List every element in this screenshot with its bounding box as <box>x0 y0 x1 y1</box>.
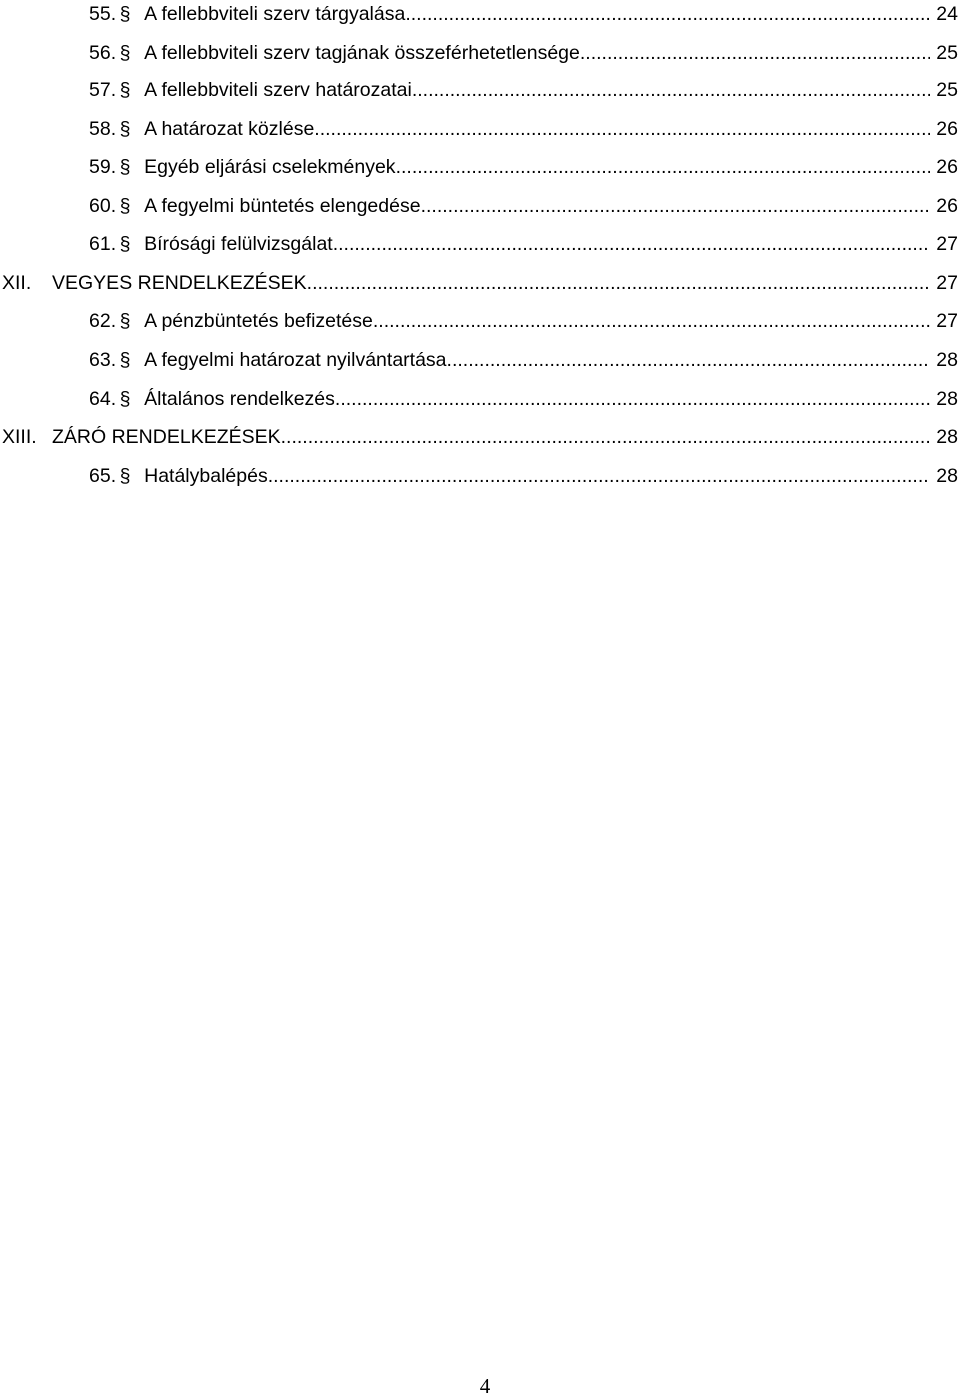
section-sign: § <box>119 79 131 101</box>
entry-title: Bírósági felülvizsgálat <box>144 233 333 255</box>
dot-leader <box>333 231 931 257</box>
dot-leader <box>405 1 930 27</box>
section-number: 63. <box>89 349 117 371</box>
section-sign: § <box>119 118 131 140</box>
section-sign: § <box>119 156 131 178</box>
section-number: 55. <box>89 3 117 25</box>
section-sign: § <box>119 195 131 217</box>
entry-page-number: 27 <box>936 310 958 332</box>
entry-page-number: 26 <box>936 195 958 217</box>
entry-page-number: 27 <box>936 272 958 294</box>
dot-leader <box>447 347 931 373</box>
entry-title: A fellebbviteli szerv tárgyalása <box>144 3 406 25</box>
entry-page-number: 24 <box>936 3 958 25</box>
entry-title: A fellebbviteli szerv tagjának összeférhetetlensége <box>144 42 580 64</box>
dot-leader <box>396 154 931 180</box>
entry-title: A fellebbviteli szerv határozatai <box>144 79 412 101</box>
entry-page-number: 27 <box>936 233 958 255</box>
section-sign: § <box>119 3 131 25</box>
section-sign: § <box>119 465 131 487</box>
section-number: 56. <box>89 42 117 64</box>
section-number: 57. <box>89 79 117 101</box>
section-number: 59. <box>89 156 117 178</box>
entry-page-number: 26 <box>936 156 958 178</box>
toc-chapter-xiii[interactable] <box>2 424 958 450</box>
dot-leader <box>268 463 931 489</box>
section-sign: § <box>119 310 131 332</box>
section-number: 61. <box>89 233 117 255</box>
dot-leader <box>314 116 930 142</box>
toc-entry-55[interactable] <box>89 1 958 27</box>
section-number: 65. <box>89 465 117 487</box>
toc-entry-61[interactable] <box>89 231 958 257</box>
entry-page-number: 26 <box>936 118 958 140</box>
entry-title: A határozat közlése <box>144 118 315 140</box>
entry-title: Egyéb eljárási cselekmények <box>144 156 396 178</box>
toc-entry-59[interactable] <box>89 154 958 180</box>
dot-leader <box>307 270 931 296</box>
toc-entry-64[interactable] <box>89 386 958 412</box>
dot-leader <box>421 193 931 219</box>
toc-chapter-xii[interactable] <box>2 270 958 296</box>
toc-entry-58[interactable] <box>89 116 958 142</box>
section-number: 62. <box>89 310 117 332</box>
entry-title: Hatálybalépés <box>144 465 268 487</box>
dot-leader <box>335 386 930 412</box>
chapter-title: VEGYES RENDELKEZÉSEK <box>52 272 307 294</box>
toc-entry-62[interactable] <box>89 308 958 334</box>
footer-page-number: 4 <box>479 1374 491 1398</box>
toc-entry-65[interactable] <box>89 463 958 489</box>
entry-page-number: 25 <box>936 42 958 64</box>
section-sign: § <box>119 349 131 371</box>
chapter-number: XII. <box>2 272 32 294</box>
dot-leader <box>412 77 930 103</box>
entry-title: A pénzbüntetés befizetése <box>144 310 373 332</box>
entry-page-number: 28 <box>936 388 958 410</box>
dot-leader <box>580 40 930 66</box>
entry-title: A fegyelmi büntetés elengedése <box>144 195 421 217</box>
section-number: 64. <box>89 388 117 410</box>
entry-page-number: 28 <box>936 426 958 448</box>
chapter-title: ZÁRÓ RENDELKEZÉSEK <box>52 426 281 448</box>
entry-page-number: 28 <box>936 349 958 371</box>
section-sign: § <box>119 233 131 255</box>
entry-title: A fegyelmi határozat nyilvántartása <box>144 349 447 371</box>
section-sign: § <box>119 388 131 410</box>
section-number: 58. <box>89 118 117 140</box>
chapter-number: XIII. <box>2 426 37 448</box>
dot-leader <box>373 308 930 334</box>
toc-entry-56[interactable] <box>89 40 958 66</box>
toc-entry-57[interactable] <box>89 77 958 103</box>
entry-title: Általános rendelkezés <box>144 388 335 410</box>
section-sign: § <box>119 42 131 64</box>
section-number: 60. <box>89 195 117 217</box>
dot-leader <box>281 424 931 450</box>
entry-page-number: 28 <box>936 465 958 487</box>
toc-entry-60[interactable] <box>89 193 958 219</box>
toc-entry-63[interactable] <box>89 347 958 373</box>
entry-page-number: 25 <box>936 79 958 101</box>
